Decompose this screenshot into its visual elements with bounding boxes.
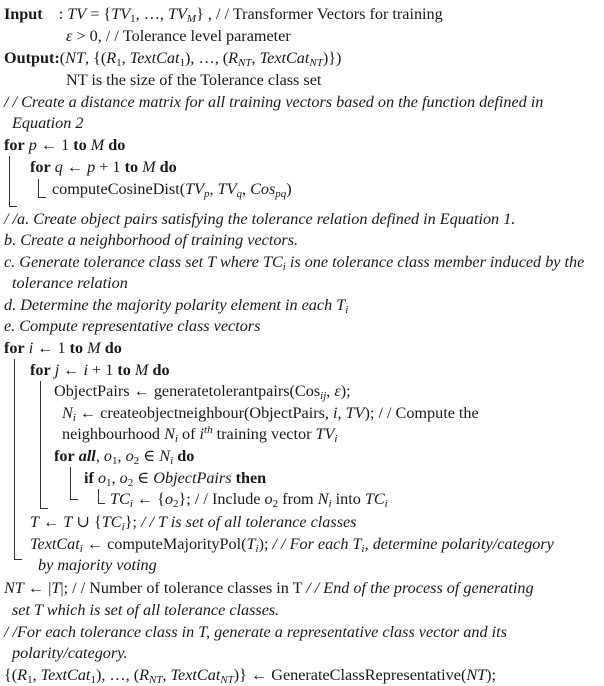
- object-pairs-line: ObjectPairs ← generatetolerantpairs(Cos$_{ij}$, ε);: [54, 382, 351, 402]
- input-label: Input: [4, 5, 43, 23]
- loop-p-bracket: [9, 156, 10, 206]
- output-line: [4, 48, 341, 69]
- compute-cosine-dist: $computeCosineDist(TV_p$, $TV_q$, Cos$_{pq}$): [52, 180, 292, 200]
- if-bracket: [98, 489, 99, 503]
- if-line: if $o_1$, $o_2$ ∈ ObjectPairs then: [84, 469, 267, 489]
- final-comment-cont: polarity/category.: [12, 644, 128, 662]
- epsilon-line: [66, 26, 291, 47]
- neighbour-line: $N_i$ ← createobjectneighbour(ObjectPairs, i, TV); / / Compute the: [62, 404, 479, 424]
- step-e: e. Compute representative class vectors: [4, 317, 261, 335]
- for-i-loop-header: for i ← 1 to M do: [4, 339, 122, 357]
- loop-i-bracket: [14, 359, 15, 559]
- neighbour-line-cont: neighbourhood $N_i$ of $i^{th}$ training vector $TV_i$: [62, 424, 338, 445]
- final-comment: / /For each tolerance class in T, generate a representative class vector and its: [4, 623, 507, 641]
- output-math: (NT, {($R_1$, TextCat$_1$), …, ($R_{NT}$, TextCat$_{NT}$)}): [59, 49, 342, 69]
- nt-line-cont: set T which is set of all tolerance classes.: [12, 601, 280, 619]
- input-line: Input : TV = {$TV_1$, …, $TV_M$} , / / Transformer Vectors for training: [4, 5, 443, 25]
- output-description: NT is the size of the Tolerance class set: [66, 71, 322, 89]
- loop-all-bracket: [70, 467, 71, 499]
- tc-assign-line: $TC_i$ ← $\{o_2\}$; / / Include $o_2$ from $N_i$ into $TC_i$: [110, 490, 388, 510]
- union-line: T ← T ∪ $\{TC_i\}$; / / T is set of all tolerance classes: [30, 513, 357, 533]
- input-math: TV = {$TV_1$, …, $TV_M$} ,: [67, 5, 212, 25]
- output-label: Output:: [4, 49, 60, 67]
- textcat-line-cont: by majority voting: [38, 556, 157, 574]
- generate-representative-line: {($R_1$, TextCat$_1$), …, ($R_{NT}$, TextCat$_{NT}$)} ← GenerateClassRepresentative(NT);: [4, 666, 497, 686]
- input-comment: / / Transformer Vectors for training: [215, 5, 443, 23]
- step-a: / /a. Create object pairs satisfying the tolerance relation defined in Equation 1.: [4, 210, 516, 228]
- step-c-cont: tolerance relation: [12, 274, 128, 292]
- comment-distance-matrix: / / Create a distance matrix for all training vectors based on the function defined in: [4, 93, 544, 111]
- for-q-loop-header: for q ← p + 1 to M do: [30, 158, 177, 176]
- loop-q-bracket: [38, 179, 39, 197]
- loop-j-bracket: [40, 381, 41, 508]
- epsilon-math: ε > 0,: [66, 27, 102, 45]
- for-p-loop-header: for p ← 1 to M do: [4, 136, 126, 154]
- nt-line: NT ← |T|; / / Number of tolerance classes in T / / End of the process of generating: [4, 579, 534, 597]
- step-c: c. Generate tolerance class set T where $TC_i$ is one tolerance class member induced by the: [4, 253, 585, 273]
- comment-distance-matrix-cont: Equation 2: [12, 114, 84, 132]
- step-d: d. Determine the majority polarity element in each $T_i$: [4, 296, 349, 316]
- epsilon-comment: / / Tolerance level parameter: [105, 27, 291, 45]
- for-all-header: for all, $o_1$, $o_2$ ∈ $N_i$ do: [54, 447, 195, 467]
- textcat-line: TextCat$_i$ ← $computeMajorityPol(T_i)$; / / For each $T_i$, determine polarity/category: [30, 535, 554, 555]
- for-j-loop-header: for j ← i + 1 to M do: [30, 361, 170, 379]
- step-b: b. Create a neighborhood of training vectors.: [4, 231, 299, 249]
